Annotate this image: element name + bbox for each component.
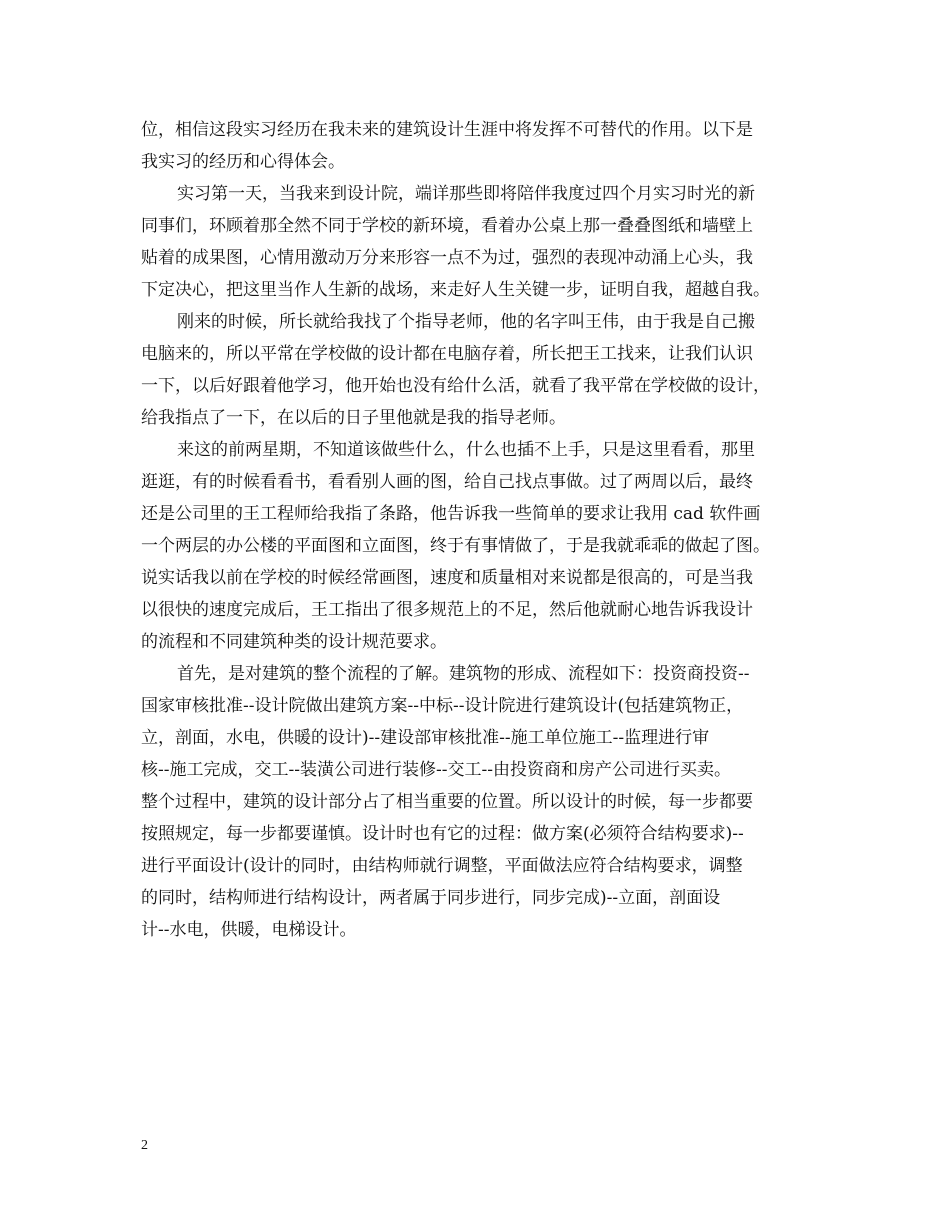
- text-line: 的流程和不同建筑种类的设计规范要求。: [141, 632, 447, 652]
- text-line: 核--施工完成，交工--装潢公司进行装修--交工--由投资商和房产公司进行买卖。: [141, 760, 731, 780]
- text-line: 同事们，环顾着那全然不同于学校的新环境，看着办公桌上那一叠叠图纸和墙壁上: [141, 216, 753, 236]
- text-line: 按照规定，每一步都要谨慎。设计时也有它的过程：做方案(必须符合结构要求)--: [141, 824, 744, 844]
- text-line: 一下，以后好跟着他学习，他开始也没有给什么活，就看了我平常在学校做的设计，: [141, 376, 770, 396]
- paragraph-start-line: 首先，是对建筑的整个流程的了解。建筑物的形成、流程如下：投资商投资--: [177, 664, 750, 684]
- text-line: 进行平面设计(设计的同时，由结构师就行调整，平面做法应符合结构要求，调整: [141, 856, 743, 876]
- text-line: 一个两层的办公楼的平面图和立面图，终于有事情做了，于是我就乖乖的做起了图。: [141, 536, 770, 556]
- text-line: 位，相信这段实习经历在我未来的建筑设计生涯中将发挥不可替代的作用。以下是: [141, 120, 753, 140]
- text-line: 电脑来的，所以平常在学校做的设计都在电脑存着，所长把王工找来，让我们认识: [141, 344, 753, 364]
- text-line: 我实习的经历和心得体会。: [141, 152, 345, 172]
- text-line: 立，剖面，水电，供暖的设计)--建设部审核批准--施工单位施工--监理进行审: [141, 728, 710, 748]
- paragraph-start-line: 来这的前两星期，不知道该做些什么，什么也插不上手，只是这里看看，那里: [177, 440, 755, 460]
- text-line: 给我指点了一下，在以后的日子里他就是我的指导老师。: [141, 408, 566, 428]
- text-line: 的同时，结构师进行结构设计，两者属于同步进行，同步完成)--立面，剖面设: [141, 888, 721, 908]
- text-line: 逛逛，有的时候看看书，看看别人画的图，给自己找点事做。过了两周以后，最终: [141, 472, 753, 492]
- paragraph-start-line: 实习第一天，当我来到设计院，端详那些即将陪伴我度过四个月实习时光的新: [177, 184, 755, 204]
- text-line: 还是公司里的王工程师给我指了条路，他告诉我一些简单的要求让我用 cad 软件画: [141, 504, 761, 524]
- body-text: [141, 114, 821, 946]
- text-line: 整个过程中，建筑的设计部分占了相当重要的位置。所以设计的时候，每一步都要: [141, 792, 753, 812]
- text-line: 说实话我以前在学校的时候经常画图，速度和质量相对来说都是很高的，可是当我: [141, 568, 753, 588]
- paragraph-start-line: 刚来的时候，所长就给我找了个指导老师，他的名字叫王伟，由于我是自己搬: [177, 312, 755, 332]
- text-line: 计--水电，供暖，电梯设计。: [141, 920, 357, 940]
- page-number: 2: [141, 1138, 148, 1153]
- text-line: 下定决心，把这里当作人生新的战场，来走好人生关键一步，证明自我，超越自我。: [141, 280, 770, 300]
- text-line: 国家审核批准--设计院做出建筑方案--中标--设计院进行建筑设计(包括建筑物正，: [141, 696, 744, 716]
- text-line: 贴着的成果图，心情用激动万分来形容一点不为过，强烈的表现冲动涌上心头，我: [141, 248, 753, 268]
- text-line: 以很快的速度完成后，王工指出了很多规范上的不足，然后他就耐心地告诉我设计: [141, 600, 753, 620]
